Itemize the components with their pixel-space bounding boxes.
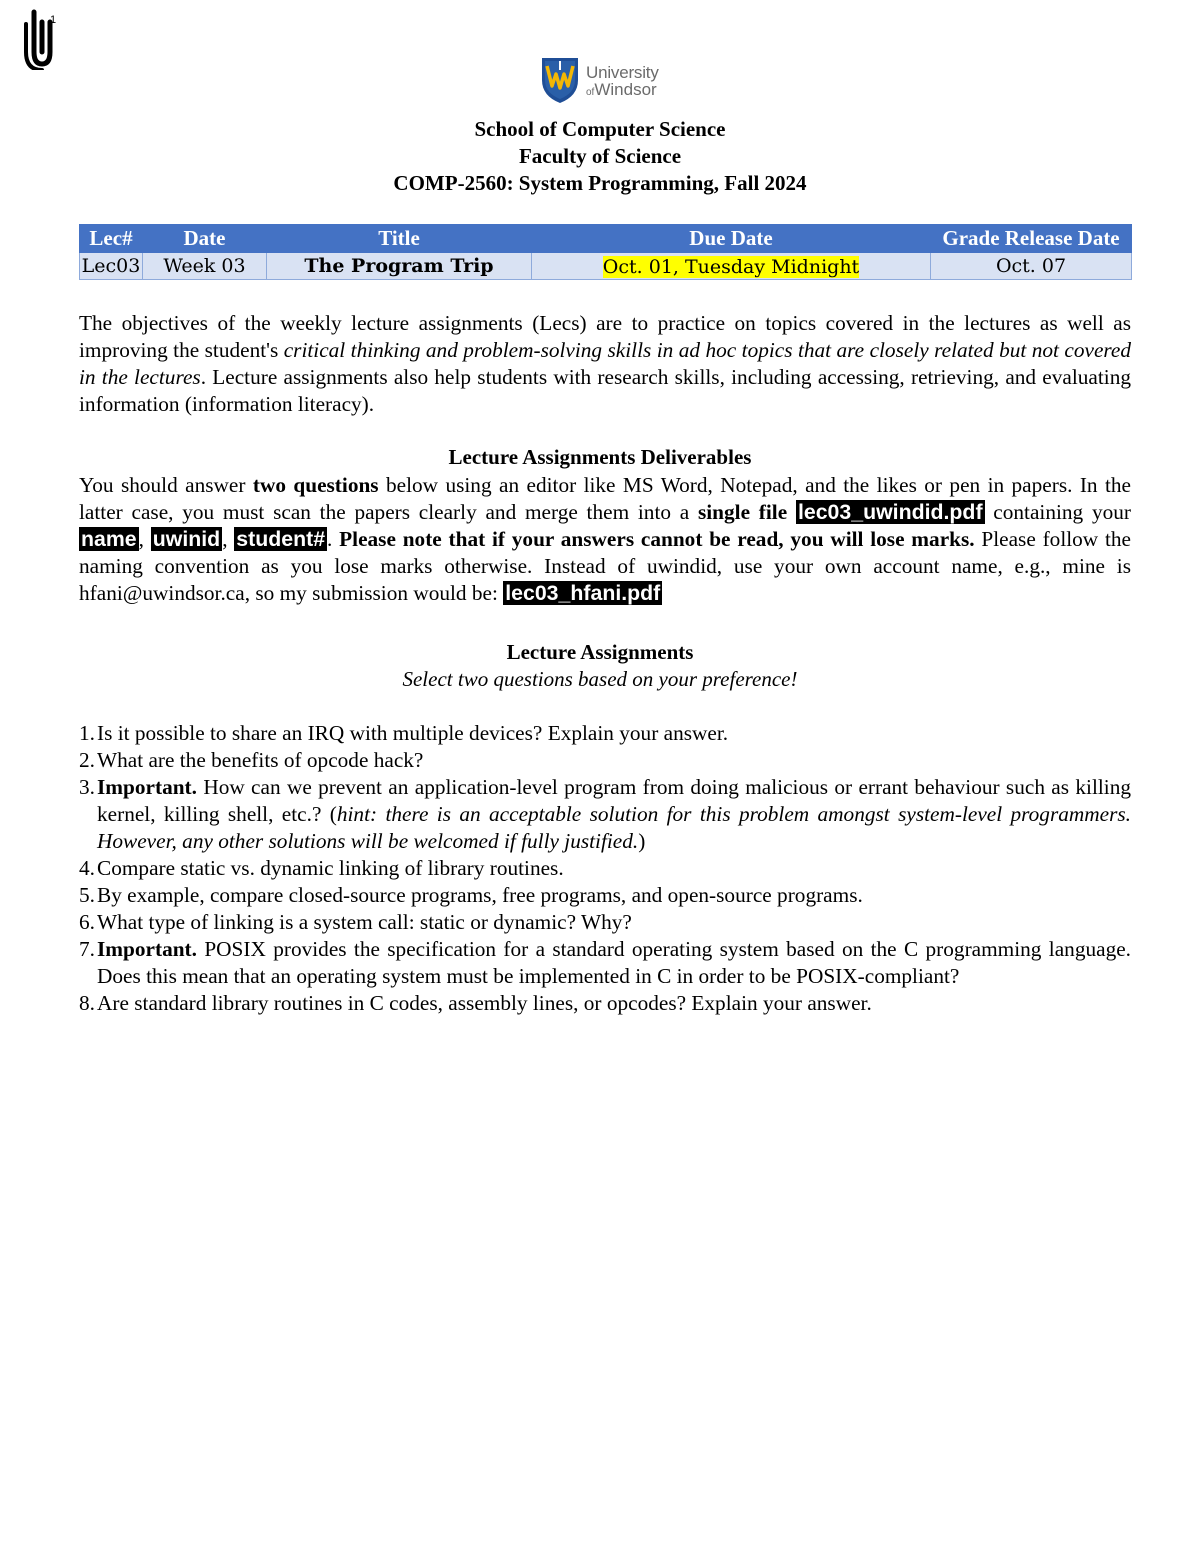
question-text: Are standard library routines in C codes, assembly lines, or opcodes? Explain your answer. [97, 991, 872, 1015]
question-number: 3. [79, 775, 95, 799]
page-number: 1 [50, 14, 57, 26]
cell-grade-release: Oct. 07 [931, 253, 1132, 280]
intro-text-2: . Lecture assignments also help students with research skills, including accessing, retrieving, and evaluating information (information literacy). [79, 365, 1132, 416]
deliverables-text-2: below using an editor like MS Word, Notepad, and the likes or pen in papers. In the latter case, you must scan the papers clearly and merge them into a [79, 473, 1131, 524]
list-item [79, 936, 1131, 990]
course-title: COMP-2560: System Programming, Fall 2024 [393, 171, 807, 195]
cell-due-date [532, 253, 931, 280]
student-number-highlight: student# [236, 527, 326, 551]
assignments-title: Lecture Assignments [506, 640, 694, 664]
deliverables-title: Lecture Assignments Deliverables [448, 445, 752, 469]
deliverables-comma-1: , [138, 527, 151, 551]
list-item [79, 855, 1131, 882]
questions-list [79, 720, 1131, 1017]
deliverables-text-4: containing your [984, 500, 1131, 524]
deliverables-text-1: You should answer [79, 473, 253, 497]
list-item [79, 882, 1131, 909]
deliverables-text-6: Please follow the naming convention as you lose marks otherwise. Instead of uwindid, use your own account name, e.g., mine is hfani@uwindsor.ca, so my submission would be: [79, 527, 1131, 605]
table-header-row [80, 225, 1132, 253]
question-number: 1. [79, 721, 95, 745]
question-text: What type of linking is a system call: static or dynamic? Why? [97, 910, 632, 934]
uwinid-highlight: uwinid [152, 527, 221, 551]
question-text: Compare static vs. dynamic linking of library routines. [97, 856, 564, 880]
question-text: By example, compare closed-source programs, free programs, and open-source programs. [97, 883, 863, 907]
question-text: What are the benefits of opcode hack? [97, 748, 424, 772]
logo-line2: Windsor [594, 80, 657, 99]
list-item [79, 990, 1131, 1017]
question-tail: ) [638, 829, 646, 853]
question-number: 7. [79, 937, 95, 961]
header-date: Date [143, 225, 267, 253]
list-item [79, 774, 1131, 855]
school-name: School of Computer Science [474, 117, 726, 141]
deliverables-text-3 [787, 500, 796, 524]
question-number: 2. [79, 748, 95, 772]
question-number: 4. [79, 856, 95, 880]
document-header [0, 116, 1200, 197]
deliverables-bold-1: two questions [252, 473, 379, 497]
cell-date: Week 03 [143, 253, 267, 280]
example-filename-highlight: lec03_hfani.pdf [505, 581, 661, 605]
logo-line1: University [586, 63, 659, 82]
table-row [80, 253, 1132, 280]
intro-text-1: The objectives of the weekly lecture assignments (Lecs) are to practice on topics covered in the lectures as well as improving the student's [79, 311, 1131, 362]
filename-highlight: lec03_uwindid.pdf [797, 500, 983, 524]
list-item [79, 720, 1131, 747]
cell-lec: Lec03 [80, 253, 143, 280]
deliverables-bold-2: single file [697, 500, 788, 524]
university-logo [540, 56, 680, 106]
shield-icon [540, 56, 580, 104]
deliverables-paragraph [79, 472, 1131, 607]
header-due-date: Due Date [532, 225, 931, 253]
question-number: 5. [79, 883, 95, 907]
due-date-highlight: Oct. 01, Tuesday Midnight [602, 255, 860, 278]
question-text: POSIX provides the specification for a standard operating system based on the C programming language. Does this mean that an operating system must be implemented in C in order to be POSIX-compliant? [97, 937, 1131, 988]
list-item [79, 909, 1131, 936]
question-number: 8. [79, 991, 95, 1015]
intro-italic: critical thinking and problem-solving skills in ad hoc topics that are closely related but not covered in the lectures [79, 338, 1132, 389]
deliverables-comma-2: , [222, 527, 235, 551]
intro-paragraph [79, 310, 1131, 418]
logo-of: of [586, 87, 595, 98]
header-title: Title [267, 225, 532, 253]
question-hint: hint: there is an acceptable solution for this problem amongst system-level programmers. However, any other solutions will be welcomed if fully justified. [97, 802, 1131, 853]
cell-title: The Program Trip [267, 253, 532, 280]
assignments-subtitle: Select two questions based on your preference! [402, 667, 798, 691]
question-number: 6. [79, 910, 95, 934]
question-important-label: Important. [97, 775, 197, 799]
question-text: Is it possible to share an IRQ with multiple devices? Explain your answer. [97, 721, 729, 745]
faculty-name: Faculty of Science [518, 144, 682, 168]
assignment-info-table [79, 224, 1132, 280]
header-grade-release: Grade Release Date [931, 225, 1132, 253]
question-important-label: Important. [97, 937, 197, 961]
deliverables-text-5: . [327, 527, 340, 551]
deliverables-warning: Please note that if your answers cannot be read, you will lose marks. [339, 527, 975, 551]
list-item [79, 747, 1131, 774]
header-lec: Lec# [80, 225, 143, 253]
question-text: How can we prevent an application-level program from doing malicious or errant behaviour such as killing kernel, killing shell, etc.? ( [97, 775, 1131, 826]
name-highlight: name [81, 527, 137, 551]
